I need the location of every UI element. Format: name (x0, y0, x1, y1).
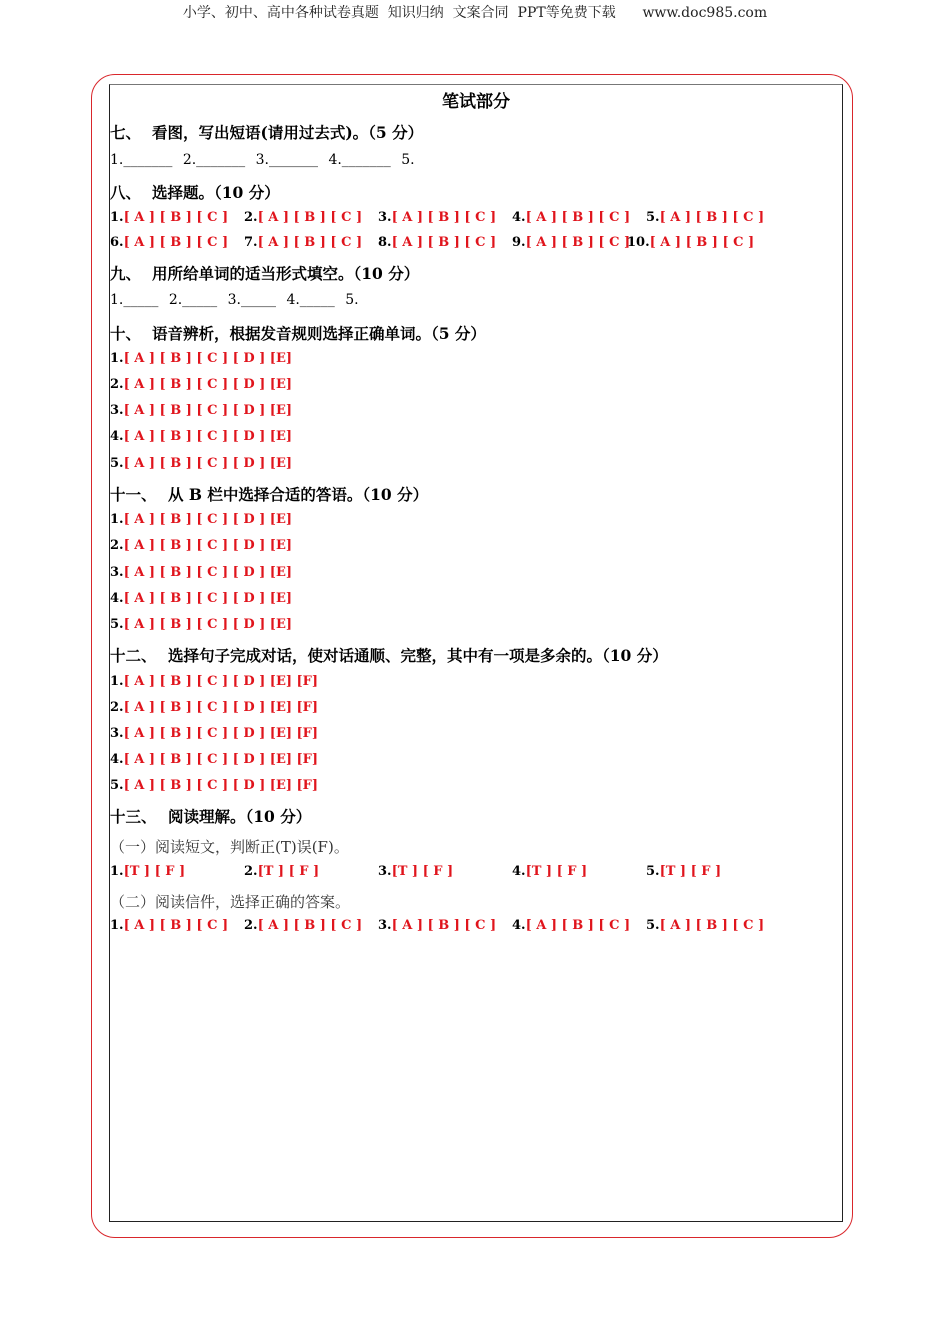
answer-item[interactable]: 4.[ A ] [ B ] [ C ] (512, 210, 631, 225)
answer-item[interactable]: 3.[ A ] [ B ] [ C ] (378, 210, 497, 225)
section-10-heading (110, 322, 486, 344)
answer-item[interactable]: 5.[ A ] [ B ] [ C ] [ D ] [E] (110, 617, 293, 632)
answer-item[interactable]: 2.[T ] [ F ] (244, 864, 320, 879)
answer-sheet (109, 84, 843, 1222)
answer-item[interactable]: 1.[ A ] [ B ] [ C ] [ D ] [E] [F] (110, 674, 319, 689)
section-7-blanks (110, 152, 421, 168)
answer-item[interactable]: 4.[ A ] [ B ] [ C ] [ D ] [E] (110, 429, 293, 444)
answer-item[interactable]: 1.[T ] [ F ] (110, 864, 186, 879)
answer-item[interactable]: 1.[ A ] [ B ] [ C ] [ D ] [E] (110, 512, 293, 527)
answer-item[interactable]: 3.[ A ] [ B ] [ C ] (378, 918, 497, 933)
reading-part-1-instruction: （一）阅读短文，判断正(T)误(F)。 (110, 838, 349, 856)
section-12-heading (110, 644, 668, 666)
answer-item[interactable]: 4.[T ] [ F ] (512, 864, 588, 879)
section-number: 十二、 (110, 646, 157, 665)
blank-4[interactable]: 4._____ (286, 292, 335, 308)
section-number: 十一、 (110, 485, 157, 504)
section-number: 十三、 (110, 807, 157, 826)
blank-4[interactable]: 4._______ (328, 152, 391, 168)
section-13-heading (110, 805, 311, 827)
answer-item[interactable]: 2.[ A ] [ B ] [ C ] [ D ] [E] (110, 377, 293, 392)
answer-item[interactable]: 8.[ A ] [ B ] [ C ] (378, 235, 497, 250)
section-9-heading (110, 262, 419, 284)
section-label: 从 B 栏中选择合适的答语。（10 分） (168, 485, 429, 504)
answer-item[interactable]: 5.[T ] [ F ] (646, 864, 722, 879)
section-number: 七、 (110, 123, 142, 142)
answer-item[interactable]: 2.[ A ] [ B ] [ C ] (244, 210, 363, 225)
blank-3[interactable]: 3._______ (255, 152, 318, 168)
section-number: 八、 (110, 183, 142, 202)
section-label: 看图，写出短语(请用过去式)。（5 分） (152, 123, 424, 142)
answer-item[interactable]: 5.[ A ] [ B ] [ C ] [ D ] [E] (110, 456, 293, 471)
section-number: 十、 (110, 324, 142, 343)
blank-2[interactable]: 2._____ (168, 292, 218, 308)
section-label: 阅读理解。（10 分） (168, 807, 312, 826)
section-label: 用所给单词的适当形式填空。（10 分） (152, 264, 420, 283)
answer-item[interactable]: 4.[ A ] [ B ] [ C ] (512, 918, 631, 933)
answer-item[interactable]: 9.[ A ] [ B ] [ C ] (512, 235, 631, 250)
section-label: 选择句子完成对话，使对话通顺、完整，其中有一项是多余的。（10 分） (168, 646, 668, 665)
answer-item[interactable]: 1.[ A ] [ B ] [ C ] [ D ] [E] (110, 351, 293, 366)
answer-item[interactable]: 2.[ A ] [ B ] [ C ] [ D ] [E] [F] (110, 700, 319, 715)
blank-1[interactable]: 1._______ (110, 152, 173, 168)
answer-item[interactable]: 2.[ A ] [ B ] [ C ] (244, 918, 363, 933)
blank-3[interactable]: 3._____ (227, 292, 276, 308)
answer-item[interactable]: 6.[ A ] [ B ] [ C ] (110, 235, 229, 250)
page-header: 小学、初中、高中各种试卷真题 知识归纳 文案合同 PPT等免费下载 www.doc985.com (182, 5, 768, 21)
answer-item[interactable]: 4.[ A ] [ B ] [ C ] [ D ] [E] (110, 591, 293, 606)
answer-item[interactable]: 3.[ A ] [ B ] [ C ] [ D ] [E] [F] (110, 726, 319, 741)
section-label: 选择题。（10 分） (152, 183, 280, 202)
blank-1[interactable]: 1._____ (110, 292, 159, 308)
answer-item[interactable]: 5.[ A ] [ B ] [ C ] [ D ] [E] [F] (110, 778, 319, 793)
answer-item[interactable]: 5.[ A ] [ B ] [ C ] (646, 918, 765, 933)
blank-5[interactable]: 5. (345, 292, 359, 308)
section-number: 九、 (110, 264, 142, 283)
answer-item[interactable]: 1.[ A ] [ B ] [ C ] (110, 918, 229, 933)
answer-item[interactable]: 7.[ A ] [ B ] [ C ] (244, 235, 363, 250)
answer-item[interactable]: 3.[T ] [ F ] (378, 864, 454, 879)
answer-item[interactable]: 3.[ A ] [ B ] [ C ] [ D ] [E] (110, 403, 293, 418)
section-8-heading (110, 181, 280, 203)
section-label: 语音辨析，根据发音规则选择正确单词。（5 分） (152, 324, 486, 343)
section-9-blanks (110, 292, 365, 308)
answer-item[interactable]: 4.[ A ] [ B ] [ C ] [ D ] [E] [F] (110, 752, 319, 767)
section-11-heading (110, 483, 428, 505)
answer-item[interactable]: 1.[ A ] [ B ] [ C ] (110, 210, 229, 225)
answer-item[interactable]: 10.[ A ] [ B ] [ C ] (627, 235, 755, 250)
section-7-heading (110, 121, 423, 143)
blank-5[interactable]: 5. (401, 152, 415, 168)
reading-part-2-instruction: （二）阅读信件，选择正确的答案。 (110, 893, 351, 911)
answer-item[interactable]: 3.[ A ] [ B ] [ C ] [ D ] [E] (110, 565, 293, 580)
answer-item[interactable]: 2.[ A ] [ B ] [ C ] [ D ] [E] (110, 538, 293, 553)
answer-item[interactable]: 5.[ A ] [ B ] [ C ] (646, 210, 765, 225)
page-title: 笔试部分 (442, 92, 510, 112)
blank-2[interactable]: 2._______ (182, 152, 246, 168)
